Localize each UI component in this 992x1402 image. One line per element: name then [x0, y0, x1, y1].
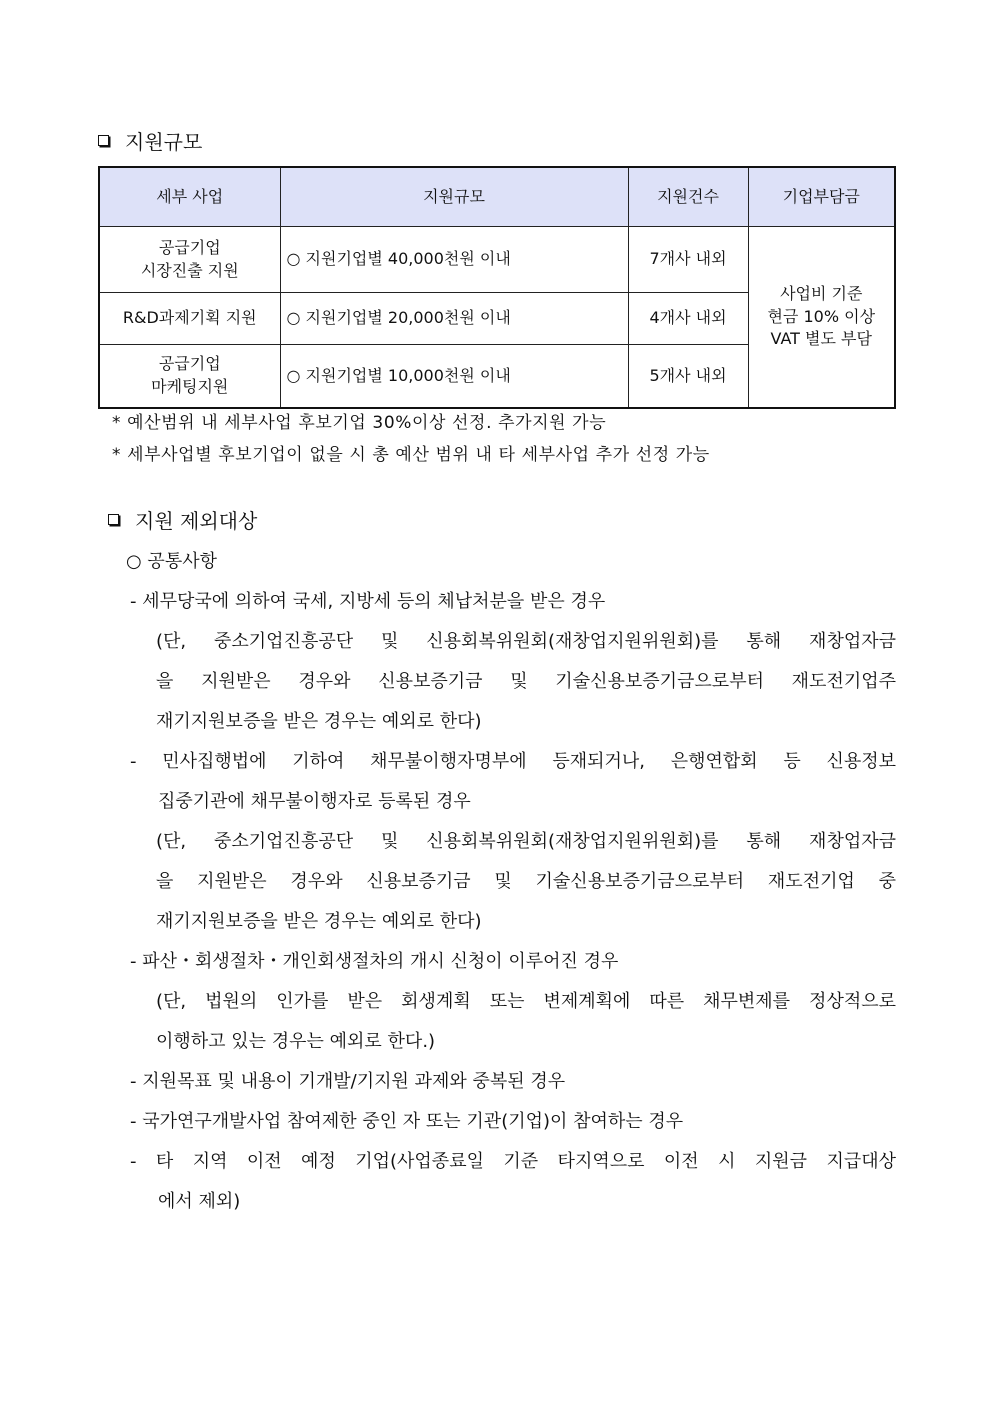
checkbox-square-icon	[98, 135, 109, 146]
program-line2: 시장진출 지원	[140, 260, 239, 280]
burden-line2: 현금 10% 이상	[767, 306, 876, 326]
header-burden: 기업부담금	[748, 167, 895, 227]
exclusion-text: 재기지원보증을 받은 경우는 예외로 한다)	[156, 911, 482, 932]
scale-cell: ○ 지원기업별 40,000천원 이내	[280, 227, 628, 293]
count-cell: 5개사 내외	[628, 345, 748, 408]
count-cell: 4개사 내외	[628, 293, 748, 345]
program-cell: R&D과제기획 지원	[99, 293, 280, 345]
checkbox-square-icon	[108, 514, 119, 525]
exclusion-item: - 지원목표 및 내용이 기개발/기지원 과제와 중복된 경우	[130, 1071, 566, 1092]
exclusion-text: 집중기관에 채무불이행자로 등록된 경우	[158, 791, 471, 812]
table-note-2: * 세부사업별 후보기업이 없을 시 총 예산 범위 내 타 세부사업 추가 선정 가능	[112, 445, 710, 465]
table-note-1: * 예산범위 내 세부사업 후보기업 30%이상 선정. 추가지원 가능	[112, 413, 607, 433]
count-cell: 7개사 내외	[628, 227, 748, 293]
exclusion-text: 을 지원받은 경우와 신용보증기금 및 기술신용보증기금으로부터 재도전기업 중	[156, 871, 896, 892]
exclusion-item: - 타 지역 이전 예정 기업(사업종료일 기준 타지역으로 이전 시 지원금 지급대상	[130, 1151, 896, 1172]
program-cell	[99, 227, 280, 293]
burden-line3: VAT 별도 부담	[770, 328, 872, 348]
header-count: 지원건수	[628, 167, 748, 227]
table-row	[99, 227, 895, 293]
section-title-exclusions	[108, 505, 257, 534]
section-title-text: 지원 제외대상	[135, 509, 258, 533]
exclusion-item: - 민사집행법에 기하여 채무불이행자명부에 등재되거나, 은행연합회 등 신용정보	[130, 751, 896, 772]
subsection-common: ○ 공통사항	[126, 551, 217, 572]
exclusion-item: - 파산・회생절차・개인회생절차의 개시 신청이 이루어진 경우	[130, 951, 619, 972]
section-title-support-scale	[98, 126, 202, 155]
exclusion-text: (단, 중소기업진흥공단 및 신용회복위원회(재창업지원위원회)를 통해 재창업자금	[156, 831, 896, 852]
scale-cell: ○ 지원기업별 10,000천원 이내	[280, 345, 628, 408]
table-header-row	[99, 167, 895, 227]
exclusion-item: - 국가연구개발사업 참여제한 중인 자 또는 기관(기업)이 참여하는 경우	[130, 1111, 684, 1132]
header-program: 세부 사업	[99, 167, 280, 227]
section-title-text: 지원규모	[125, 130, 203, 154]
exclusion-text: (단, 법원의 인가를 받은 회생계획 또는 변제계획에 따른 채무변제를 정상적으로	[156, 991, 896, 1012]
program-line1: 공급기업	[158, 238, 221, 258]
exclusion-text: 에서 제외)	[158, 1191, 241, 1212]
program-line2: 마케팅지원	[151, 376, 229, 396]
exclusion-text: (단, 중소기업진흥공단 및 신용회복위원회(재창업지원위원회)를 통해 재창업자금	[156, 631, 896, 652]
exclusion-text: 을 지원받은 경우와 신용보증기금 및 기술신용보증기금으로부터 재도전기업주	[156, 671, 896, 692]
program-cell	[99, 345, 280, 408]
exclusion-item: - 세무당국에 의하여 국세, 지방세 등의 체납처분을 받은 경우	[130, 591, 606, 612]
program-line1: 공급기업	[158, 354, 221, 374]
burden-line1: 사업비 기준	[780, 284, 863, 304]
exclusion-text: 이행하고 있는 경우는 예외로 한다.)	[156, 1031, 436, 1052]
scale-cell: ○ 지원기업별 20,000천원 이내	[280, 293, 628, 345]
exclusion-text: 재기지원보증을 받은 경우는 예외로 한다)	[156, 711, 482, 732]
support-scale-table	[98, 166, 896, 409]
burden-cell	[748, 227, 895, 408]
header-scale: 지원규모	[280, 167, 628, 227]
